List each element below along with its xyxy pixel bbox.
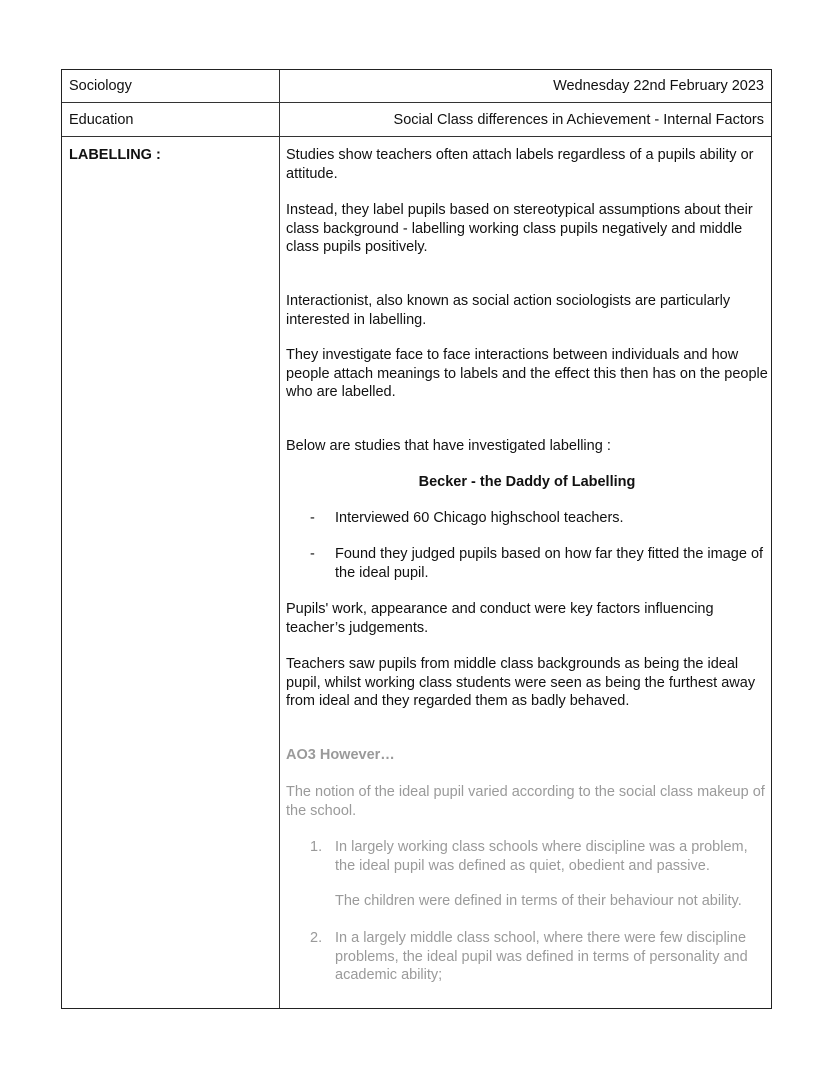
dash-bullet-icon: -: [310, 546, 315, 562]
paragraph: Teachers saw pupils from middle class backgrounds as being the ideal pupil, whilst working class students were seen as being the furthest away from ideal and they regarded them as badly behaved.: [286, 656, 756, 709]
dash-bullet-icon: -: [310, 510, 315, 526]
paragraph: Studies show teachers often attach labels regardless of a pupils ability or attitude.: [286, 147, 754, 182]
paragraph: Below are studies that have investigated labelling :: [286, 438, 611, 454]
paragraph: Interactionist, also known as social action sociologists are particularly interested in labelling.: [286, 293, 731, 328]
bullet-item: - Found they judged pupils based on how far they fitted the image of the ideal pupil.: [310, 546, 764, 581]
numbered-item: 2. In a largely middle class school, where there were few discipline problems, the ideal pupil was defined in terms of personality and academic ability;: [310, 930, 748, 983]
list-number: 1.: [310, 839, 323, 855]
paragraph: They investigate face to face interactions between individuals and how people attach meanings to labels and the effect this then has on the people who are labelled.: [286, 347, 768, 400]
notes-table: [61, 69, 772, 1009]
header-row-topic: [62, 103, 771, 137]
numbered-item-note: The children were defined in terms of their behaviour not ability.: [335, 893, 742, 909]
column-divider: [279, 70, 280, 1008]
bullet-item: - Interviewed 60 Chicago highschool teachers.: [310, 510, 624, 526]
ao3-heading: AO3 However…: [286, 747, 395, 763]
list-number: 2.: [310, 930, 323, 946]
section-label: LABELLING :: [69, 147, 161, 163]
ao3-intro: The notion of the ideal pupil varied according to the social class makeup of the school.: [286, 784, 765, 819]
lesson-title-cell: Social Class differences in Achievement - Internal Factors: [393, 112, 764, 128]
header-row-subject: [62, 70, 771, 103]
study-heading: Becker - the Daddy of Labelling: [418, 474, 636, 490]
paragraph: Pupils' work, appearance and conduct were key factors influencing teacher’s judgements.: [286, 601, 714, 636]
subject-cell: Sociology: [69, 78, 132, 94]
topic-cell: Education: [69, 112, 134, 128]
date-cell: Wednesday 22nd February 2023: [553, 78, 764, 94]
numbered-item: 1. In largely working class schools where discipline was a problem, the ideal pupil was defined as quiet, obedient and passive.: [310, 839, 748, 874]
paragraph: Instead, they label pupils based on stereotypical assumptions about their class background - labelling working class pupils negatively and middle class pupils positively.: [286, 202, 753, 255]
